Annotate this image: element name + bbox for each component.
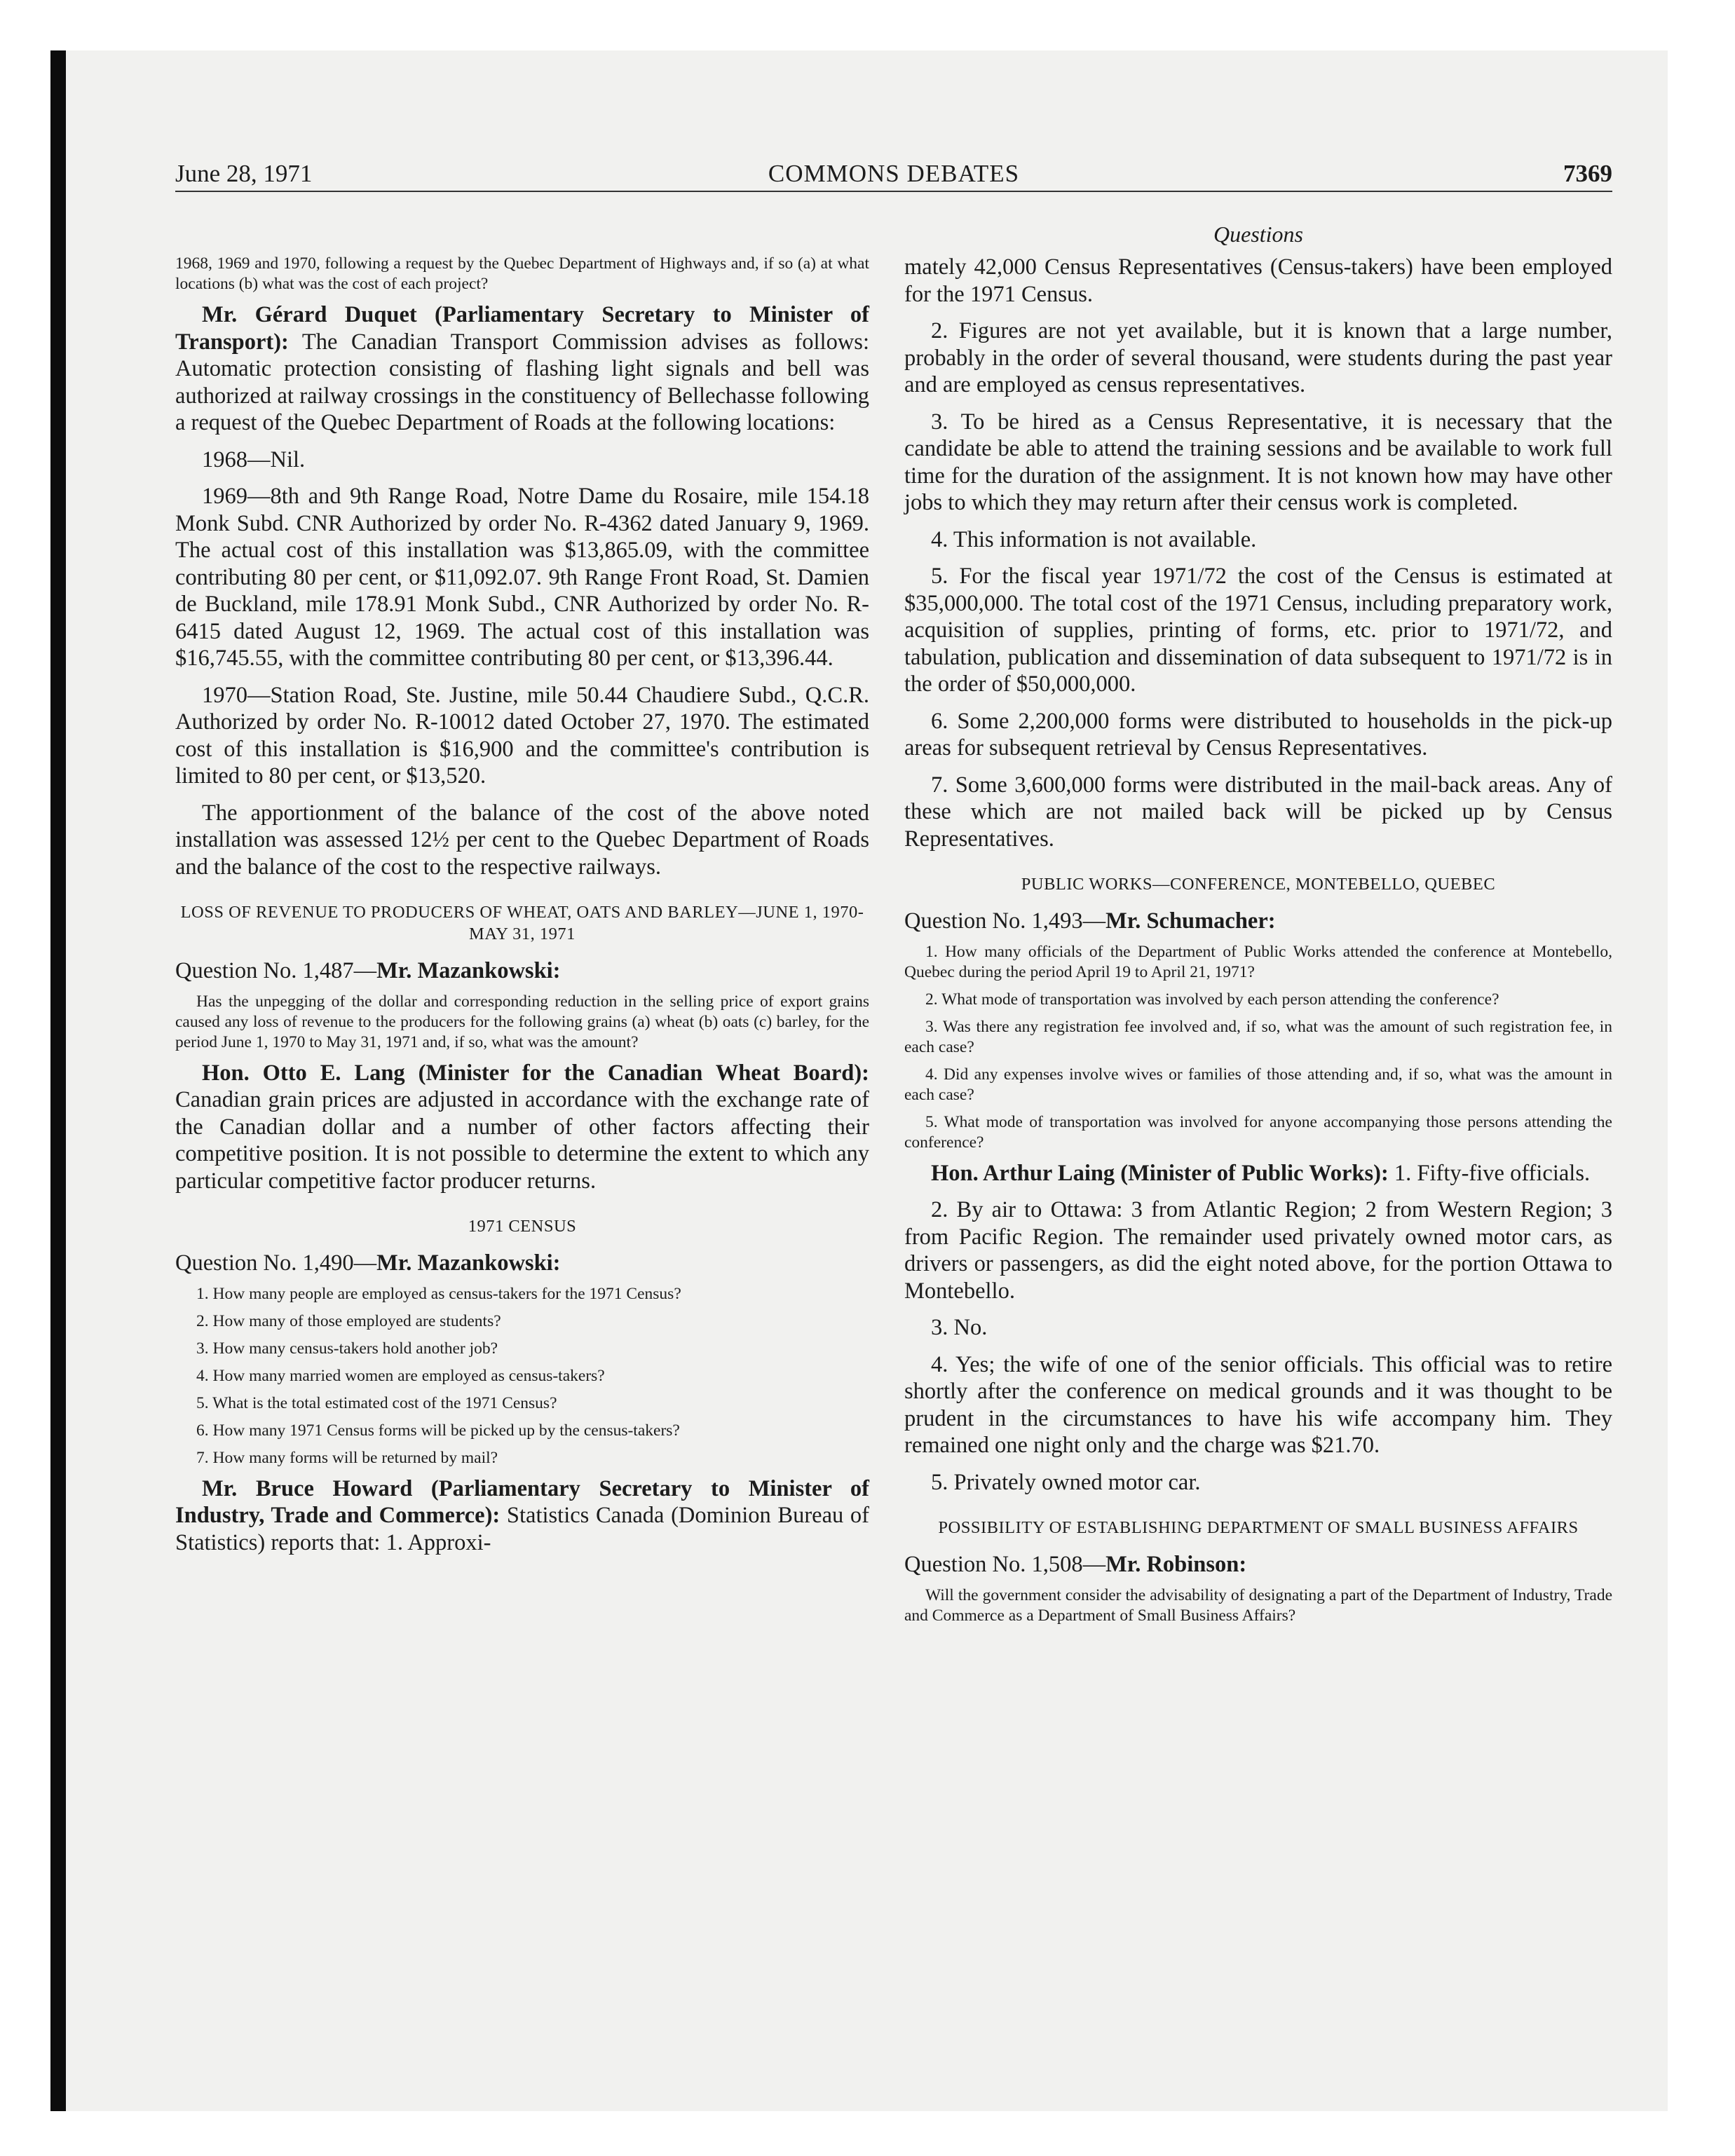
- page-header: [175, 160, 1612, 193]
- answer-lang: [175, 1060, 869, 1195]
- paragraph-1969: 1969—8th and 9th Range Road, Notre Dame du Rosaire, mile 154.18 Monk Subd. CNR Authorized by order No. R-4362 dated January 9, 1969. The actual cost of this installation was $13,865.09, with the committee contributing 80 per cent, or $11,092.07. 9th Range Front Road, St. Damien de Buckland, mile 178.91 Monk Subd., CNR Authorized by order No. R-6415 dated August 12, 1969. The actual cost of this installation was $16,745.55, with the committee contributing 80 per cent, or $13,396.44.: [175, 484, 869, 671]
- question-number-text: Question No. 1,508—: [904, 1552, 1106, 1577]
- speaker-laing: Hon. Arthur Laing (Minister of Public Works):: [931, 1160, 1389, 1186]
- left-column: [175, 254, 869, 1566]
- question-member: Mr. Robinson:: [1105, 1552, 1247, 1577]
- works-question: 5. What mode of transportation was involved for anyone accompanying those persons attending the conference?: [904, 1112, 1612, 1152]
- paragraph-1970: 1970—Station Road, Ste. Justine, mile 50.44 Chaudiere Subd., Q.C.R. Authorized by order No. R-10012 dated October 27, 1970. The estimated cost of this installation is $16,900 and the committee's contribution is limited to 80 per cent, or $13,520.: [175, 682, 869, 789]
- question-member: Mr. Mazankowski:: [376, 958, 561, 983]
- question-number-1487: [175, 957, 869, 985]
- question-number-text: Question No. 1,487—: [175, 958, 377, 983]
- census-answer: 4. This information is not available.: [931, 526, 1257, 552]
- scan-edge: [50, 50, 66, 2111]
- section-heading-census: 1971 CENSUS: [468, 1217, 577, 1236]
- works-answer: 2. By air to Ottawa: 3 from Atlantic Region; 2 from Western Region; 3 from Pacific Region. The remainder used privately owned motor cars, as drivers or passengers, as did the eight noted above, for the portion Ottawa to Montebello.: [904, 1197, 1612, 1304]
- header-rule: [175, 191, 1612, 192]
- question-number-1490: [175, 1250, 869, 1277]
- census-question: 6. How many 1971 Census forms will be picked up by the census-takers?: [196, 1421, 680, 1440]
- question-number-text: Question No. 1,490—: [175, 1250, 377, 1276]
- works-question: 4. Did any expenses involve wives or families of those attending and, if so, what was the amount in each case?: [904, 1065, 1612, 1104]
- works-answer: 4. Yes; the wife of one of the senior officials. This official was to retire shortly after the conference on medical grounds and it was thought to be prudent in the circumstances to have his wife accompany him. They remained one night only and the charge was $21.70.: [904, 1351, 1612, 1458]
- running-head: Questions: [1213, 221, 1303, 247]
- works-question: 1. How many officials of the Department of Public Works attended the conference at Montebello, Quebec during the period April 19 to April 21, 1971?: [904, 942, 1612, 981]
- answer-duquet-text: The Canadian Transport Commission advises as follows: Automatic protection consisting of flashing light signals and bell was authorized at railway crossings in the constituency of Bellechasse following a request of the Quebec Department of Roads at the following locations:: [175, 329, 869, 435]
- page-number: 7369: [1563, 160, 1612, 187]
- question-member: Mr. Schumacher:: [1105, 908, 1276, 934]
- speaker-howard: Mr. Bruce Howard (Parliamentary Secretary to Minister of Industry, Trade and Commerce):: [175, 1475, 869, 1528]
- census-question: 2. How many of those employed are students?: [196, 1311, 501, 1330]
- answer-duquet: [175, 301, 869, 437]
- census-question: 1. How many people are employed as census-takers for the 1971 Census?: [196, 1284, 681, 1303]
- header-date: June 28, 1971: [175, 160, 313, 187]
- works-answer: 3. No.: [931, 1315, 988, 1340]
- question-number-1493: [904, 908, 1612, 935]
- header-title: COMMONS DEBATES: [768, 160, 1020, 187]
- answer-lang-text: Canadian grain prices are adjusted in accordance with the exchange rate of the Canadian dollar and a number of other factors affecting their competitive position. It is not possible to determine the extent to which any particular competitive factor producer returns.: [175, 1087, 869, 1194]
- question-member: Mr. Mazankowski:: [376, 1250, 561, 1276]
- speaker-duquet: Mr. Gérard Duquet (Parliamentary Secretary to Minister of Transport):: [175, 302, 869, 355]
- paragraph-apportionment: The apportionment of the balance of the cost of the above noted installation was assessed 12½ per cent to the Quebec Department of Roads and the balance of the cost to the respective railways.: [175, 800, 869, 880]
- census-question: 3. How many census-takers hold another job?: [196, 1339, 498, 1358]
- census-answer: 6. Some 2,200,000 forms were distributed to households in the pick-up areas for subsequent retrieval by Census Representatives.: [904, 708, 1612, 760]
- answer-howard: [175, 1475, 869, 1557]
- works-question: 2. What mode of transportation was involved by each person attending the conference?: [925, 990, 1499, 1009]
- census-answer: 2. Figures are not yet available, but it is known that a large number, probably in the order of several thousand, were students during the past year and are employed as census representatives.: [904, 318, 1612, 397]
- answer-laing: [904, 1160, 1612, 1187]
- question-continuation: 1968, 1969 and 1970, following a request by the Quebec Department of Highways and, if so (a) at what locations (b) what was the cost of each project?: [175, 254, 869, 293]
- census-answer: 5. For the fiscal year 1971/72 the cost of the Census is estimated at $35,000,000. The total cost of the 1971 Census, including preparatory work, acquisition of supplies, printing of forms, etc. prior to 1971/72, and tabulation, publication and dissemination of data subsequent to 1971/72 is in the order of $50,000,000.: [904, 564, 1612, 697]
- question-number-1508: [904, 1551, 1612, 1578]
- right-column: [904, 254, 1612, 1633]
- census-answer: mately 42,000 Census Representatives (Census-takers) have been employed for the 1971 Census.: [904, 254, 1612, 307]
- census-question: 4. How many married women are employed as census-takers?: [196, 1366, 605, 1385]
- speaker-lang: Hon. Otto E. Lang (Minister for the Canadian Wheat Board):: [202, 1060, 869, 1086]
- works-answer: 5. Privately owned motor car.: [931, 1469, 1201, 1495]
- question-number-text: Question No. 1,493—: [904, 908, 1106, 934]
- section-heading-public-works: PUBLIC WORKS—CONFERENCE, MONTEBELLO, QUEBEC: [1021, 875, 1496, 894]
- census-answer: 7. Some 3,600,000 forms were distributed in the mail-back areas. Any of these which are not mailed back will be picked up by Census Representatives.: [904, 772, 1612, 852]
- answer-laing-text: 1. Fifty-five officials.: [1388, 1160, 1591, 1186]
- question-1487-text: Has the unpegging of the dollar and corresponding reduction in the selling price of export grains caused any loss of revenue to the producers for the following grains (a) wheat (b) oats (c) barley, for the period June 1, 1970 to May 31, 1971 and, if so, what was the amount?: [175, 992, 869, 1051]
- works-question: 3. Was there any registration fee involved and, if so, what was the amount of such registration fee, in each case?: [904, 1017, 1612, 1056]
- census-question: 7. How many forms will be returned by mail?: [196, 1448, 498, 1467]
- paragraph-1968: 1968—Nil.: [202, 446, 306, 472]
- census-question: 5. What is the total estimated cost of the 1971 Census?: [196, 1393, 557, 1412]
- question-1508-text: Will the government consider the advisability of designating a part of the Department of Industry, Trade and Commerce as a Department of Small Business Affairs?: [904, 1585, 1612, 1625]
- answer-howard-text: Statistics Canada (Dominion Bureau of Statistics) reports that: 1. Approxi-: [175, 1503, 869, 1555]
- census-answer: 3. To be hired as a Census Representative, it is necessary that the candidate be able to attend the training sessions and be available to work full time for the duration of the assignment. It is not known how may have other jobs to which they may return after their census work is completed.: [904, 409, 1612, 515]
- section-heading-wheat: LOSS OF REVENUE TO PRODUCERS OF WHEAT, OATS AND BARLEY—JUNE 1, 1970-MAY 31, 1971: [180, 903, 864, 943]
- section-heading-small-business: POSSIBILITY OF ESTABLISHING DEPARTMENT OF SMALL BUSINESS AFFAIRS: [938, 1518, 1579, 1537]
